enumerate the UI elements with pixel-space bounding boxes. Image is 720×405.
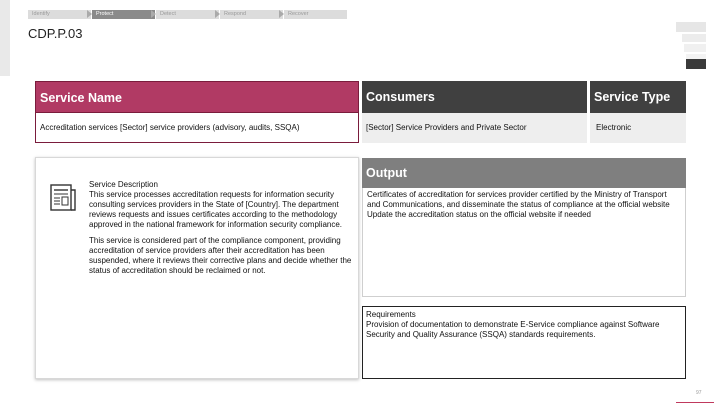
step-identify[interactable]: [28, 10, 91, 19]
consumers-value: [Sector] Service Providers and Private Sector: [362, 113, 587, 143]
service-description-text: [89, 180, 359, 282]
step-protect[interactable]: [92, 10, 155, 19]
chevron-right-icon: [87, 10, 92, 18]
step-label: Identify: [32, 11, 50, 17]
page-number: 97: [696, 390, 702, 396]
service-name-header: Service Name: [35, 81, 359, 113]
output-line: Certificates of accreditation for services provider certified by the Ministry of Transport and Communications, and disseminate the status of compliance at the official website: [367, 190, 670, 209]
left-decor-strip: [0, 0, 10, 76]
step-label: Detect: [160, 11, 176, 17]
description-paragraph: This service processes accreditation requests for information security consulting services providers in the State of [Country]. The department reviews requests and issues certificates according to the methodology approved in the national framework for information security compliance.: [89, 190, 343, 229]
output-body: [362, 188, 686, 297]
chevron-right-icon: [215, 10, 220, 18]
step-recover[interactable]: [284, 10, 347, 19]
requirements-title: Requirements: [366, 310, 416, 319]
step-label: Protect: [96, 11, 114, 17]
step-label: Recover: [288, 11, 309, 17]
framework-stepper: [28, 10, 348, 19]
consumers-header: Consumers: [362, 81, 587, 113]
step-respond[interactable]: [220, 10, 283, 19]
document-icon: [50, 184, 76, 212]
requirements-text: Provision of documentation to demonstrate E-Service compliance against Software Security and Quality Assurance (SSQA) standards requirements.: [366, 320, 660, 339]
service-type-header: Service Type: [590, 81, 686, 113]
step-label: Respond: [224, 11, 247, 17]
corner-badge: [686, 59, 706, 69]
chevron-right-icon: [151, 10, 156, 18]
service-name-value: Accreditation services [Sector] service providers (advisory, audits, SSQA): [35, 113, 359, 143]
output-line: Update the accreditation status on the official website if needed: [367, 210, 591, 219]
chevron-right-icon: [279, 10, 284, 18]
requirements-box: [362, 306, 686, 379]
page-title: CDP.P.03: [28, 26, 83, 41]
description-paragraph: This service is considered part of the compliance component, providing accreditation of service providers after their accreditation has been suspended, where it reviews their corrective plans and decide whether the status of accreditation should be reclaimed or not.: [89, 236, 352, 275]
description-title: Service Description: [89, 180, 158, 189]
step-detect[interactable]: [156, 10, 219, 19]
output-header: Output: [362, 158, 686, 188]
footer-accent-line: [676, 402, 714, 403]
service-type-value: Electronic: [590, 113, 686, 143]
service-description-card: [35, 157, 359, 379]
